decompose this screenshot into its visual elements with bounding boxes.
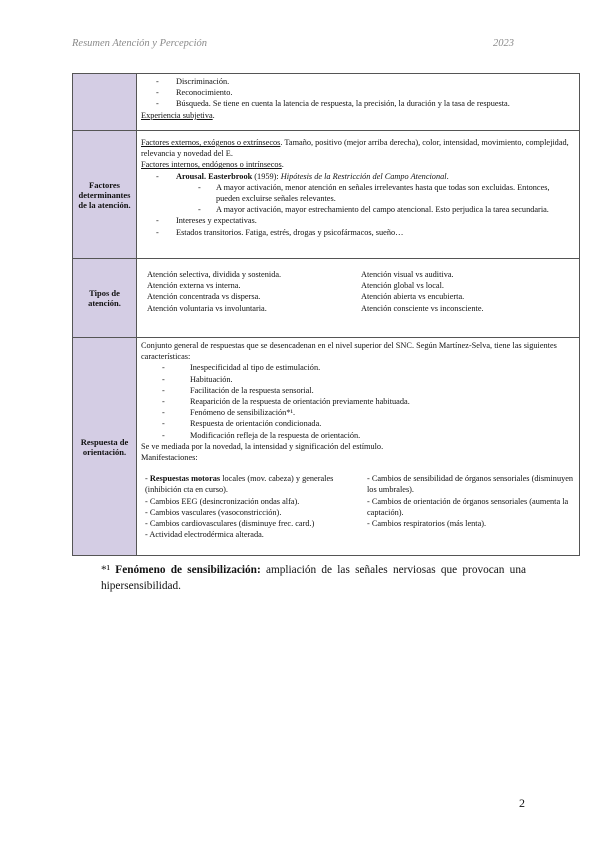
list-item: - Cambios respiratorios (más lenta).	[367, 519, 487, 529]
list-item: Atención selectiva, dividida y sostenida.	[147, 270, 282, 279]
list-item: Atención voluntaria vs involuntaria.	[147, 303, 267, 313]
list-item: Atención externa vs interna.	[147, 281, 241, 291]
list-item: Atención global vs local.	[361, 281, 444, 291]
list-item: - Discriminación.	[141, 76, 575, 87]
summary-table	[72, 73, 580, 556]
list-item: - Intereses y expectativas.	[141, 215, 575, 226]
table-row	[73, 338, 580, 556]
list-item: - Inespecificidad al tipo de estimulación.	[141, 362, 575, 373]
paragraph: Factores internos, endógenos o intrínsecos.	[141, 160, 284, 170]
sub-list-item: - A mayor activación, mayor estrechamiento del campo atencional. Esto perjudica la tarea secundaria.	[141, 204, 575, 215]
sub-list-item: - A mayor activación, menor atención en señales irrelevantes hasta que todas son excluidas. Entonces, pueden excluirse señales relevantes.	[141, 182, 575, 204]
list-item: - Actividad electrodérmica alterada.	[145, 530, 264, 540]
list-item: - Fenómeno de sensibilización*¹.	[141, 407, 575, 418]
list-item: Atención consciente vs inconsciente.	[361, 303, 484, 313]
list-item: - Habituación.	[141, 374, 575, 385]
list-item: - Reconocimiento.	[141, 87, 575, 98]
row-label: Tipos de atención.	[73, 259, 137, 338]
two-column-list	[141, 261, 575, 318]
list-item: - Respuesta de orientación condicionada.	[141, 418, 575, 429]
column-right	[361, 473, 575, 540]
table-row	[73, 131, 580, 259]
list-item: - Reaparición de la respuesta de orientación previamente habituada.	[141, 396, 575, 407]
list-item: - Facilitación de la respuesta sensorial.	[141, 385, 575, 396]
list-item: - Cambios vasculares (vasoconstricción).	[145, 507, 282, 517]
footnote-term: Fenómeno de sensibilización:	[115, 564, 261, 576]
footnote	[101, 562, 526, 594]
header-title: Resumen Atención y Percepción	[72, 38, 207, 49]
table-row	[73, 74, 580, 131]
list-item: - Cambios EEG (desincronización ondas alfa).	[145, 496, 300, 506]
manifestations-columns	[145, 473, 575, 540]
paragraph: Manifestaciones:	[141, 453, 198, 463]
row-label-empty	[73, 74, 137, 131]
list-item: - Arousal. Easterbrook (1959): Hipótesis de la Restricción del Campo Atencional.	[141, 171, 575, 182]
paragraph: Factores externos, exógenos o extrínsecos. Tamaño, positivo (mejor arriba derecha), color, intensidad, movimiento, complejidad, relevancia y novedad del E.	[141, 138, 569, 159]
page-number: 2	[519, 796, 525, 810]
footnote-mark: *¹	[101, 564, 111, 576]
list-item: - Modificación refleja de la respuesta de orientación.	[141, 430, 575, 441]
list-item: - Respuestas motoras locales (mov. cabeza) y generales (inhibición cta en curso).	[145, 474, 334, 495]
header-year: 2023	[493, 38, 514, 49]
row-label: Factores determinantes de la atención.	[73, 131, 137, 259]
row-content	[137, 259, 580, 338]
column-left	[147, 269, 361, 314]
column-left	[145, 473, 361, 540]
list-item: - Cambios cardiovasculares (disminuye frec. card.)	[145, 519, 315, 529]
row-content	[137, 338, 580, 556]
row-label: Respuesta de orientación.	[73, 338, 137, 556]
table-row	[73, 259, 580, 338]
column-right	[361, 269, 575, 314]
list-item: - Cambios de sensibilidad de órganos sensoriales (disminuyen los umbrales).	[367, 474, 574, 495]
row-content	[137, 131, 580, 259]
paragraph: Conjunto general de respuestas que se desencadenan en el nivel superior del SNC. Según Martínez-Selva, tiene las siguientes características:	[141, 341, 557, 362]
footnote-text: ampliación de las señales nerviosas que provocan una hipersensibilidad.	[101, 564, 526, 592]
list-item: Atención abierta vs encubierta.	[361, 292, 465, 302]
list-item: Atención concentrada vs dispersa.	[147, 292, 261, 302]
paragraph: Se ve mediada por la novedad, la intensidad y significación del estímulo.	[141, 441, 384, 451]
row-content	[137, 74, 580, 131]
list-extra: Experiencia subjetiva.	[141, 110, 215, 120]
list-item: Atención visual vs auditiva.	[361, 270, 454, 279]
list-item: - Estados transitorios. Fatiga, estrés, drogas y psicofármacos, sueño…	[141, 227, 575, 238]
list-item: - Cambios de orientación de órganos sensoriales (aumenta la captación).	[367, 496, 569, 517]
list-item: - Búsqueda. Se tiene en cuenta la latencia de respuesta, la precisión, la duración y la tasa de respuesta.	[141, 98, 575, 109]
